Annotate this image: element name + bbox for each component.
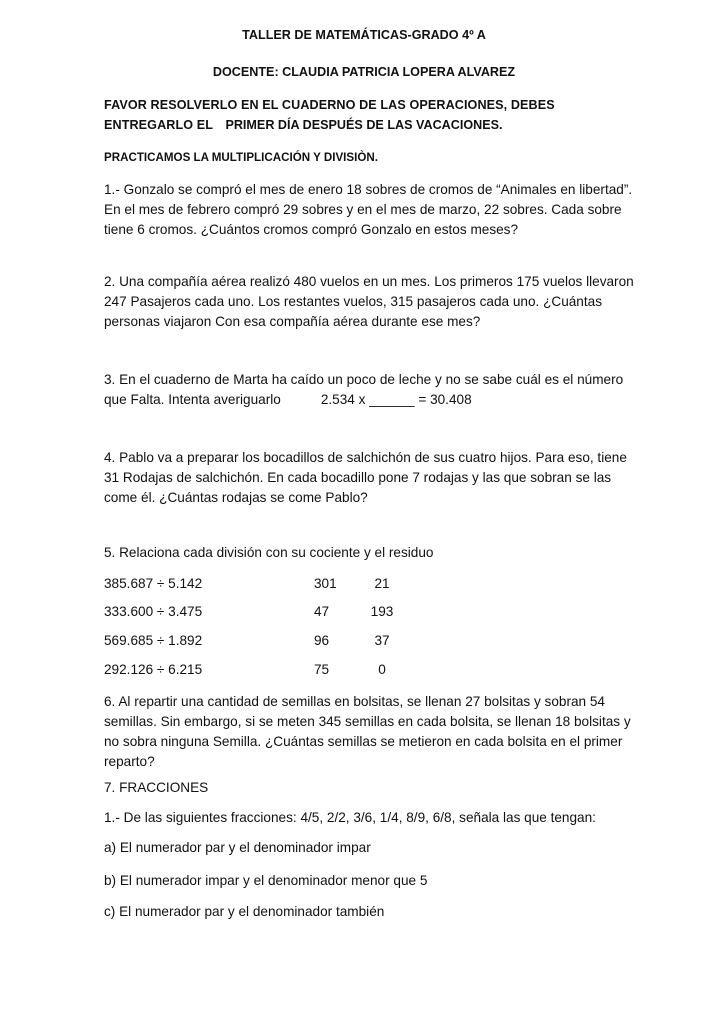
problem-6-line: no sobra ninguna Semilla. ¿Cuántas semillas se metieron en cada bolsita en el primer (104, 734, 623, 749)
problem-3-line: 3. En el cuaderno de Marta ha caído un poco de leche y no se sabe cuál es el número (104, 372, 624, 387)
instruction-line-1: FAVOR RESOLVERLO EN EL CUADERNO DE LAS OPERACIONES, DEBES ENTREGARLO EL (104, 98, 555, 132)
problem-4-line: come él. ¿Cuántas rodajas se come Pablo? (104, 490, 368, 505)
problem-1-line: tiene 6 cromos. ¿Cuántos cromos compró Gonzalo en estos meses? (104, 222, 519, 237)
problem-2-line: 2. Una compañía aérea realizó 480 vuelos en un mes. Los primeros 175 vuelos llevaron (104, 274, 634, 289)
problem-7-title: 7. FRACCIONES (104, 780, 209, 795)
division-row (104, 660, 424, 680)
worksheet-title: TALLER DE MATEMÁTICAS-GRADO 4º A (242, 28, 486, 42)
remainder-value: 37 (374, 633, 390, 648)
problem-7-question: 1.- De las siguientes fracciones: 4/5, 2/2, 3/6, 1/4, 8/9, 6/8, señala las que tengan: (104, 810, 596, 825)
fraction-option-a: a) El numerador par y el denominador impar (104, 840, 371, 855)
problem-6-line: semillas. Sin embargo, si se meten 345 semillas en cada bolsita, se llenan 18 bolsitas y (104, 714, 631, 729)
quotient-value: 301 (314, 576, 337, 591)
problem-4 (104, 448, 639, 508)
problem-1-line: En el mes de febrero compró 29 sobres y en el mes de marzo, 22 sobres. Cada sobre (104, 202, 622, 217)
remainder-value: 0 (378, 662, 386, 677)
problem-6-line: 6. Al repartir una cantidad de semillas en bolsitas, se llenan 27 bolsitas y sobran 54 (104, 694, 605, 709)
problem-5-title: 5. Relaciona cada división con su cociente y el residuo (104, 545, 434, 560)
division-expression: 292.126 ÷ 6.215 (104, 662, 203, 677)
remainder-value: 193 (370, 604, 394, 619)
fraction-option-b: b) El numerador impar y el denominador menor que 5 (104, 873, 428, 888)
problem-3-text: que Falta. Intenta averiguarlo (104, 392, 281, 407)
instruction-line-2: PRIMER DÍA DESPUÉS DE LAS VACACIONES. (225, 118, 503, 132)
division-expression: 385.687 ÷ 5.142 (104, 576, 203, 591)
problem-1-line: 1.- Gonzalo se compró el mes de enero 18 sobres de cromos de “Animales en libertad”. (104, 182, 633, 197)
remainder-value: 21 (374, 576, 390, 591)
problem-3 (104, 370, 639, 410)
division-expression: 333.600 ÷ 3.475 (104, 604, 203, 619)
problem-2-line: personas viajaron Con esa compañía aérea durante ese mes? (104, 314, 481, 329)
teacher-name: DOCENTE: CLAUDIA PATRICIA LOPERA ALVAREZ (212, 65, 516, 79)
problem-3-line (104, 390, 639, 410)
problem-6 (104, 692, 639, 772)
problem-2-line: 247 Pasajeros cada uno. Los restantes vuelos, 315 pasajeros cada uno. ¿Cuántas (104, 294, 603, 309)
problem-3-equation: 2.534 x ______ = 30.408 (320, 392, 472, 407)
problem-6-line: reparto? (104, 754, 155, 769)
division-row (104, 631, 424, 651)
quotient-value: 75 (314, 662, 330, 677)
problem-1 (104, 180, 639, 240)
problem-4-line: 31 Rodajas de salchichón. En cada bocadillo pone 7 rodajas y las que sobran se las (104, 470, 612, 485)
division-row (104, 574, 424, 594)
division-row (104, 602, 424, 622)
problem-2 (104, 272, 639, 332)
section-title: PRACTICAMOS LA MULTIPLICACIÓN Y DIVISIÒN. (104, 151, 378, 164)
quotient-value: 96 (314, 633, 330, 648)
fraction-option-c: c) El numerador par y el denominador también (104, 904, 385, 919)
division-expression: 569.685 ÷ 1.892 (104, 633, 203, 648)
problem-4-line: 4. Pablo va a preparar los bocadillos de salchichón de sus cuatro hijos. Para eso, tiene (104, 450, 627, 465)
quotient-value: 47 (314, 604, 330, 619)
